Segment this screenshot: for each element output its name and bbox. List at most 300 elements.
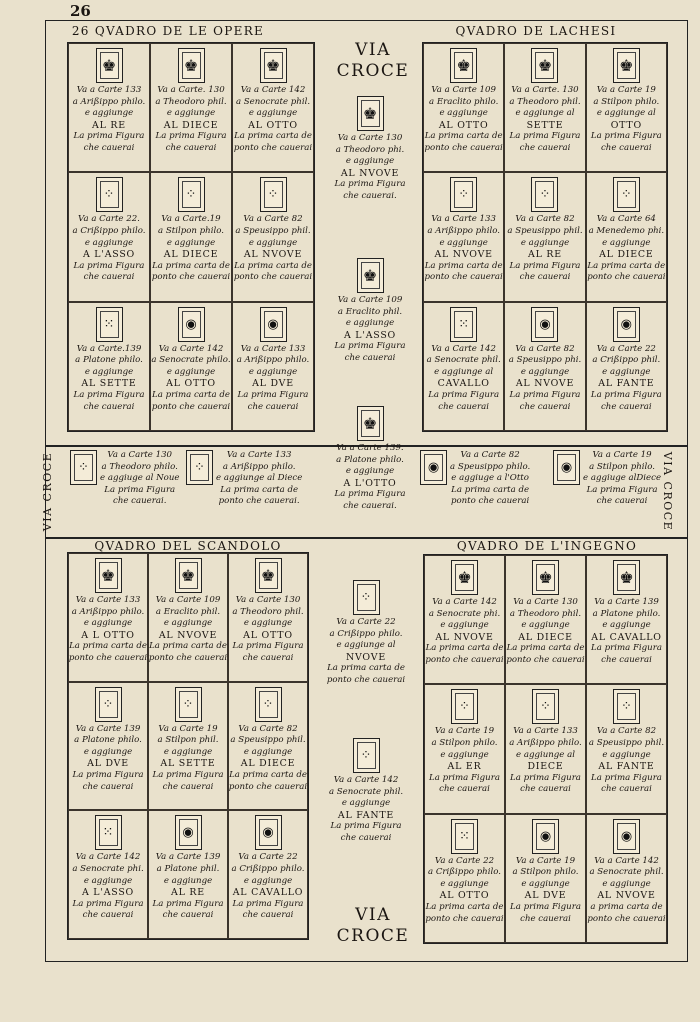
entry-line: Va a Carte 142 <box>158 343 224 354</box>
entry-line: e aggiunge <box>439 237 488 248</box>
pip-card-icon <box>70 450 97 485</box>
entry-line: a Platone philo. <box>74 735 142 746</box>
grid-ingegno <box>423 554 668 944</box>
entry-line: a Speusippo phil. <box>507 225 583 236</box>
table-cell <box>232 43 314 172</box>
entry-line: a Menedemo phi. <box>588 225 665 236</box>
entry-line: e aggiunge <box>440 620 489 631</box>
entry-line: ponto che cauerai <box>326 674 406 685</box>
entry-line: La prima Figura <box>232 641 304 652</box>
entry-line: La prima Figura <box>590 390 662 401</box>
entry-line: Va a Carte 22. <box>78 214 140 225</box>
card-glyph: ⁘ <box>78 460 89 475</box>
entry-line: La prima Figura <box>510 902 581 913</box>
table-cell <box>424 814 505 943</box>
figure-card-icon <box>178 48 205 83</box>
card-glyph: ♚ <box>456 55 471 75</box>
entry-line: La prima carta de <box>424 260 503 271</box>
entry-line: Va a Carte 130 <box>235 595 301 605</box>
entry-line: La prima carta de <box>152 390 230 401</box>
via-croce-left: VIA CROCE <box>41 451 55 532</box>
entry-line: a Stilpon philo. <box>158 225 224 236</box>
card-glyph: ⁘ <box>102 696 114 712</box>
pip-card-icon <box>96 177 123 212</box>
table-cell <box>586 814 667 943</box>
entry-added-card: AL FANTE <box>598 378 655 390</box>
entry-line: che cauerai <box>438 401 489 412</box>
table-cell <box>68 682 148 811</box>
figure-card-icon <box>175 558 202 593</box>
entry-line: Va a Carte 22 <box>596 343 656 354</box>
entry-text <box>100 450 179 508</box>
card-glyph: ⁘ <box>540 699 551 715</box>
entry-line: La prima Figura <box>591 643 662 654</box>
card-glyph: ♚ <box>362 103 378 123</box>
entry-added-card: SETTE <box>526 119 564 131</box>
card-glyph: ◉ <box>262 825 274 841</box>
entry-line: ponto che cauerai <box>148 652 228 663</box>
entry-text <box>427 344 501 414</box>
entry-added-card: DIECE <box>527 761 564 773</box>
card-glyph: ◉ <box>539 828 552 844</box>
entry-text <box>151 344 230 414</box>
entry-line: che cauerai <box>83 272 135 283</box>
entry-line: ponto che cauerai. <box>218 496 300 507</box>
entry-text <box>232 595 303 665</box>
entry-added-card: CAVALLO <box>437 378 490 390</box>
entry-line: e aggiunge <box>345 466 395 477</box>
via-bottom-2: CROCE <box>336 926 410 946</box>
entry-line: Va a Carte 19 <box>596 85 656 95</box>
entry-line: e aggiunge <box>84 108 134 119</box>
entry-line: La prima carta de <box>587 260 666 271</box>
entry-line: La prima carta de <box>229 770 307 781</box>
figure-card-icon <box>357 258 384 293</box>
entry-added-card: AL DIECE <box>163 119 219 131</box>
title-lachesi: QVADRO DE LACHESI <box>455 24 617 38</box>
card-glyph: ⁘ <box>182 696 194 712</box>
entry-line: a Eraclito phil. <box>337 306 403 317</box>
card-glyph: ◉ <box>539 316 551 332</box>
entry-line: e aggiunge <box>83 875 133 886</box>
entry-added-card: AL RE <box>92 119 126 131</box>
entry-line: che cauerai <box>247 401 299 412</box>
entry-line: ponto che cauerai <box>233 272 313 283</box>
entry-line: e aggiunge <box>440 878 489 889</box>
table-cell <box>505 555 586 684</box>
entry-added-card: AL ER <box>447 761 482 773</box>
table-cell <box>505 814 586 943</box>
entry-added-card: AL SETTE <box>160 758 216 770</box>
entry-line: La prima carta de <box>424 131 503 142</box>
card-glyph: ♚ <box>619 567 634 587</box>
entry-line: e aggiunge al <box>515 108 575 119</box>
entry-added-card: AL NVOVE <box>435 631 494 643</box>
pip-card-icon <box>613 177 640 212</box>
entry-text <box>591 85 662 155</box>
card-glyph: ♚ <box>457 567 472 587</box>
entry-added-card: AL NVOVE <box>243 249 303 261</box>
pip-card-icon <box>178 177 205 212</box>
entry-line: e aggiunge <box>345 156 395 167</box>
entry-line: e aggiunge <box>341 798 391 809</box>
entry-line: Va a Carte 109 <box>431 85 496 95</box>
pip-card-icon <box>175 687 202 722</box>
entry-line: che cauerai. <box>343 500 397 511</box>
entry-text <box>73 85 146 155</box>
entry-added-card: A L'OTTO <box>343 477 397 489</box>
entry-line: Va a Carte 142 <box>75 852 141 863</box>
pip-card-icon <box>531 177 558 212</box>
pip-card-icon <box>255 687 282 722</box>
card-glyph: ◉ <box>267 316 279 332</box>
mid-bottom-entry-2 <box>318 738 414 845</box>
table-cell <box>504 172 585 301</box>
pip-card-icon <box>353 738 380 773</box>
table-cell <box>424 555 505 684</box>
card-glyph: ♚ <box>183 55 199 75</box>
entry-added-card: AL NVOVE <box>434 249 493 261</box>
pip-card-icon <box>553 450 580 485</box>
stripe-entry-4 <box>420 450 530 508</box>
table-cell <box>586 302 667 431</box>
pip-card-icon <box>420 450 447 485</box>
entry-line: a Stilpon philo. <box>431 737 498 748</box>
entry-line: a Theodoro phil. <box>155 96 227 107</box>
card-glyph: ♚ <box>537 55 553 75</box>
card-glyph: ♚ <box>100 565 116 585</box>
entry-line: a Theodoro phil. <box>509 608 582 619</box>
card-glyph: ◉ <box>182 825 194 841</box>
entry-line: che cauerai <box>242 910 294 921</box>
entry-line: Va a Carte 139. <box>336 443 404 453</box>
entry-line: e aggiunge <box>84 366 134 377</box>
entry-added-card: A L'ASSO <box>82 249 136 261</box>
entry-added-card: AL NVOVE <box>515 378 575 390</box>
pip-card-icon <box>613 689 640 724</box>
entry-line: e aggiunge al <box>336 640 396 651</box>
entry-line: La prima Figura <box>73 390 145 401</box>
card-glyph: ⁙ <box>103 316 115 332</box>
pip-card-icon <box>178 307 205 342</box>
via-top-2: CROCE <box>336 61 410 81</box>
table-cell <box>232 302 314 431</box>
entry-line: che cauerai <box>340 832 392 843</box>
entry-line: a Speusippo philo. <box>450 461 531 472</box>
entry-text <box>149 595 227 665</box>
entry-line: ponto che cauerai <box>587 913 666 924</box>
entry-line: ponto che cauerai <box>233 142 313 153</box>
pip-card-icon <box>186 450 213 485</box>
card-glyph: ♚ <box>619 55 634 75</box>
grid-scandolo <box>67 552 309 940</box>
entry-added-card: A L'ASSO <box>81 887 135 899</box>
entry-line: a Theodoro phil. <box>232 606 304 617</box>
entry-line: ponto che cauerai <box>506 654 585 665</box>
entry-line: che cauerai <box>520 784 571 795</box>
entry-text <box>506 597 584 667</box>
entry-line: Va a Carte 109 <box>155 595 221 605</box>
entry-line: a Senocrate phil. <box>426 355 501 366</box>
pip-card-icon <box>450 307 477 342</box>
entry-text <box>509 85 580 155</box>
entry-line: a Arißippo philo. <box>427 225 500 236</box>
card-glyph: ⁘ <box>539 187 551 203</box>
entry-line: e aggiunge al <box>516 749 575 760</box>
card-glyph: ⁘ <box>620 187 632 203</box>
entry-line: e aggiunge <box>520 237 570 248</box>
entry-added-card: AL DVE <box>252 378 294 390</box>
entry-line: a Senocrate phil. <box>328 786 404 797</box>
via-croce-bottom <box>318 905 428 947</box>
table-cell <box>586 43 667 172</box>
figure-card-icon <box>357 96 384 131</box>
entry-line: a Platone phil. <box>156 863 220 874</box>
entry-line: Va a Carte 133 <box>240 343 306 354</box>
entry-line: Va a Carte 130 <box>337 133 403 143</box>
entry-text <box>327 617 405 687</box>
entry-line: La prima carta de <box>69 641 147 652</box>
entry-line: a Speusippo phi. <box>508 355 582 366</box>
via-bottom-1: VIA <box>355 905 391 925</box>
entry-line: a Platone philo. <box>75 355 143 366</box>
entry-line: e aggiuge alDiece <box>583 473 662 484</box>
entry-line: e aggiunge <box>163 746 213 757</box>
entry-line: e aggiunge <box>166 366 216 377</box>
entry-line: Va a Carte 133 <box>75 595 141 605</box>
card-glyph: ⁘ <box>185 187 197 203</box>
entry-added-card: AL DIECE <box>599 249 654 261</box>
entry-line: La prima Figura <box>152 770 224 781</box>
entry-line: La prima Figura <box>334 489 406 500</box>
entry-line: ponto che cauerai <box>151 272 231 283</box>
entry-line: Va a Carte 19 <box>592 450 652 460</box>
entry-line: Va a Carte 130 <box>107 450 173 460</box>
entry-line: a Arißippo philo. <box>222 461 296 472</box>
entry-added-card: AL OTTO <box>243 629 293 641</box>
card-glyph: ⁘ <box>458 187 470 203</box>
card-glyph: ⁘ <box>262 696 274 712</box>
entry-line: che cauerai <box>596 496 648 507</box>
entry-text <box>329 775 403 845</box>
entry-line: a Speusippo phil. <box>235 225 311 236</box>
entry-line: La prima Figura <box>509 131 581 142</box>
entry-line: a Platone philo. <box>336 454 404 465</box>
pip-card-icon <box>450 177 477 212</box>
entry-line: Va a Carte 133 <box>226 450 292 460</box>
entry-line: Va a Carte 19 <box>515 855 576 866</box>
entry-added-card: AL FANTE <box>598 761 655 773</box>
entry-line: La prima Figura <box>509 260 581 271</box>
entry-line: e aggiunge <box>248 366 298 377</box>
pip-card-icon <box>95 687 122 722</box>
entry-line: ponto che cauerai <box>228 781 308 792</box>
entry-line: La prima Figura <box>237 390 309 401</box>
table-cell <box>423 172 504 301</box>
table-cell <box>148 682 228 811</box>
entry-line: La prima carta de <box>506 643 585 654</box>
entry-added-card: AL NVOVE <box>340 167 400 179</box>
entry-line: La prima carta de <box>149 641 227 652</box>
entry-added-card: AL DVE <box>87 758 129 770</box>
table-cell <box>150 302 232 431</box>
stripe-entry-2 <box>186 450 302 508</box>
entry-line: a prima carta de <box>590 902 663 913</box>
entry-line: Va a Carte 142 <box>594 855 659 866</box>
entry-text <box>589 726 664 796</box>
entry-line: e aggiunge <box>166 237 216 248</box>
entry-line: e aggiunge <box>163 618 213 629</box>
entry-line: che cauerai <box>600 401 652 412</box>
entry-text <box>234 214 312 284</box>
pip-card-icon <box>260 177 287 212</box>
card-glyph: ⁙ <box>459 828 470 844</box>
entry-line: La prima Figura <box>428 390 500 401</box>
card-glyph: ◉ <box>185 316 197 332</box>
entry-text <box>425 856 503 926</box>
entry-added-card: AL SETTE <box>81 378 137 390</box>
entry-text <box>73 724 144 794</box>
entry-text <box>425 597 503 667</box>
entry-line: e aggiunge <box>84 237 134 248</box>
entry-line: La prima Figura <box>334 179 406 190</box>
pip-card-icon <box>451 689 478 724</box>
entry-line: e aggiunge <box>83 618 133 629</box>
entry-line: a Crißippo phil. <box>592 355 661 366</box>
entry-line: Va a Carte 133 <box>513 726 578 737</box>
card-glyph: ♚ <box>265 55 281 75</box>
card-glyph: ◉ <box>620 316 632 332</box>
entry-line: Va a Carte 133 <box>76 85 142 95</box>
table-cell <box>148 553 228 682</box>
table-cell <box>150 43 232 172</box>
entry-line: e aggiunge <box>602 749 651 760</box>
table-cell <box>228 682 308 811</box>
entry-added-card: AL OTTO <box>439 890 490 902</box>
entry-text <box>591 597 662 667</box>
entry-added-card: A L OTTO <box>81 629 135 641</box>
entry-line: che cauerai <box>519 401 571 412</box>
entry-line: che cauerai <box>344 352 396 363</box>
entry-line: Va a Carte 142 <box>333 775 399 785</box>
table-cell <box>424 684 505 813</box>
via-top-1: VIA <box>355 40 391 60</box>
entry-line: Va a Carte 22 <box>336 617 396 627</box>
via-croce-top <box>318 40 428 82</box>
pip-card-icon <box>96 307 123 342</box>
entry-line: Va a Carte 142 <box>240 85 306 95</box>
entry-line: Va a Carte 130 <box>513 597 578 607</box>
entry-line: che cauerai <box>165 142 217 153</box>
entry-text <box>153 852 224 922</box>
entry-line: Va a Carte 82 <box>460 450 520 460</box>
pip-card-icon <box>95 815 122 850</box>
entry-line: ponto che cauerai <box>587 272 666 283</box>
figure-card-icon <box>613 48 640 83</box>
entry-added-card: AL FANTE <box>337 809 395 821</box>
entry-added-card: AL OTTO <box>438 119 489 131</box>
entry-line: Va a Carte 139 <box>155 852 221 863</box>
entry-line: La prima carta de <box>451 484 530 495</box>
pip-card-icon <box>613 307 640 342</box>
stripe-entry-1 <box>70 450 179 508</box>
card-glyph: ⁘ <box>194 460 205 475</box>
entry-line: Va a Carte 64 <box>596 214 656 225</box>
entry-line: e aggiunge al <box>596 108 656 119</box>
entry-line: che cauerai <box>162 781 214 792</box>
entry-line: La prima Figura <box>590 131 662 142</box>
entry-line: La prima Figura <box>586 484 658 495</box>
figure-card-icon <box>532 560 559 595</box>
entry-line: La prima Figura <box>73 131 145 142</box>
entry-line: a Eraclito phil. <box>155 606 221 617</box>
mid-top-entry-2 <box>322 258 418 365</box>
entry-line: Va a Carte 19 <box>434 726 495 737</box>
entry-added-card: AL OTTO <box>166 378 216 390</box>
table-cell <box>586 172 667 301</box>
entry-line: a Speusippo phil. <box>230 735 306 746</box>
entry-added-card: AL NVOVE <box>597 890 656 902</box>
entry-line: ponto che cauerai <box>151 401 231 412</box>
pip-card-icon <box>532 819 559 854</box>
entry-line: e aggiunge <box>243 746 293 757</box>
figure-card-icon <box>96 48 123 83</box>
entry-added-card: AL DIECE <box>518 631 573 643</box>
card-glyph: ♚ <box>260 565 276 585</box>
entry-line: Va a Carte 19 <box>158 723 218 734</box>
table-cell <box>504 43 585 172</box>
entry-line: e aggiunge <box>520 366 570 377</box>
entry-line: Va a Carte 139 <box>594 597 659 607</box>
table-cell <box>68 302 150 431</box>
entry-line: e aggiunge <box>163 875 213 886</box>
entry-line: e aggiunge <box>248 108 298 119</box>
entry-line: Va a Carte 139 <box>75 723 141 734</box>
entry-line: ponto che cauerai <box>424 272 503 283</box>
entry-added-card: AL DIECE <box>163 249 219 261</box>
entry-line: Va a Carte 133 <box>431 214 496 225</box>
entry-line: La prima Figura <box>104 484 176 495</box>
entry-text <box>510 856 581 926</box>
entry-line: a Platone philo. <box>592 608 661 619</box>
entry-line: La prima Figura <box>73 260 145 271</box>
entry-text <box>429 726 500 796</box>
entry-line: La prima Figura <box>510 772 581 783</box>
grid-opere <box>67 42 315 432</box>
entry-line: a Arißippo philo. <box>72 96 146 107</box>
entry-text <box>73 214 146 284</box>
entry-text <box>229 724 307 794</box>
entry-text <box>335 443 406 513</box>
entry-line: a Stilpon philo. <box>589 461 655 472</box>
card-glyph: ◉ <box>620 828 633 844</box>
pip-card-icon <box>451 819 478 854</box>
entry-line: e aggiunge <box>166 108 216 119</box>
entry-line: ponto che cauerai <box>68 652 148 663</box>
card-glyph: ⁘ <box>360 590 372 605</box>
entry-text <box>425 214 503 284</box>
entry-line: che cauerai <box>519 142 571 153</box>
entry-line: La prima Figura <box>591 772 662 783</box>
card-glyph: ⁙ <box>458 316 470 332</box>
entry-line: La prima carta de <box>220 484 299 495</box>
entry-text <box>509 726 582 796</box>
title-scandolo: QVADRO DEL SCANDOLO <box>94 539 282 553</box>
entry-line: a Stilpon phil. <box>157 735 219 746</box>
card-glyph: ◉ <box>427 460 440 475</box>
table-cell <box>68 43 150 172</box>
entry-text <box>425 85 503 155</box>
